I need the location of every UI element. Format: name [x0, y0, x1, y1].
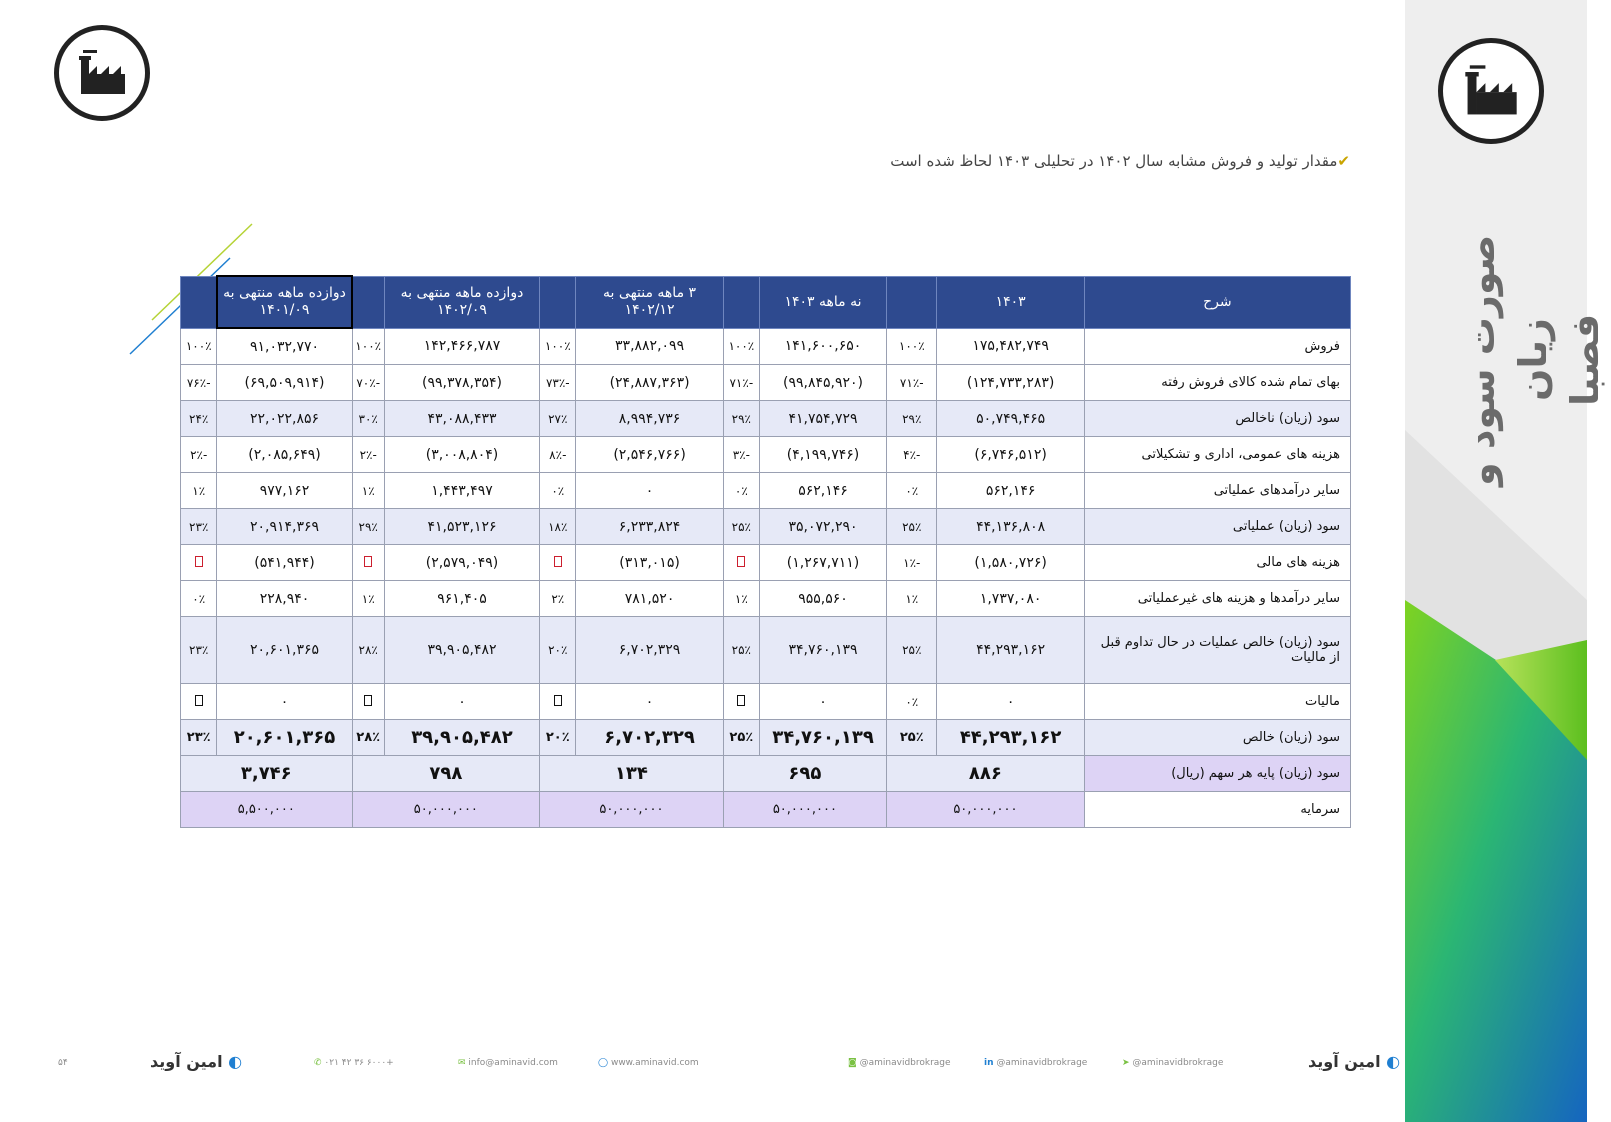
- cell-value: (۹۹,۸۴۵,۹۲۰): [759, 365, 886, 401]
- cell-pct: ۲۷٪: [540, 401, 576, 437]
- table-row: [181, 684, 1351, 720]
- cell-pct: ۲۸٪: [352, 720, 384, 756]
- row-label: فروش: [1084, 328, 1350, 365]
- header-pct: [540, 276, 576, 328]
- cell-pct: ۱۰۰٪: [352, 328, 384, 365]
- phone-icon: ✆: [314, 1058, 322, 1068]
- cell-value: ۴۱,۷۵۴,۷۲۹: [759, 401, 886, 437]
- cell-value: ۵۰,۷۴۹,۴۶۵: [937, 401, 1084, 437]
- row-label: مالیات: [1084, 684, 1350, 720]
- row-label: سود (زیان) عملیاتی: [1084, 509, 1350, 545]
- row-label: سایر درآمدهای عملیاتی: [1084, 473, 1350, 509]
- cell-value: ۴۴,۲۹۳,۱۶۲: [937, 720, 1084, 756]
- cell-value: ۵۰,۰۰۰,۰۰۰: [723, 792, 886, 828]
- factory-icon: [1443, 43, 1539, 139]
- title-line1: صورت سود و زیان: [1459, 234, 1555, 486]
- brand-logo-icon: ◐: [1386, 1052, 1401, 1071]
- cell-pct-missing: [723, 545, 759, 581]
- table-row: [181, 581, 1351, 617]
- cell-pct: ۱۰۰٪: [181, 328, 217, 365]
- header-3m-1402: ۳ ماهه منتهی به ۱۴۰۲/۱۲: [576, 276, 723, 328]
- cell-pct: ۱٪: [723, 581, 759, 617]
- company-logo-right: [1438, 38, 1544, 144]
- row-label: بهای تمام شده کالای فروش رفته: [1084, 365, 1350, 401]
- cell-value: (۵۴۱,۹۴۴): [217, 545, 352, 581]
- cell-pct: ۰٪: [723, 473, 759, 509]
- cell-value: ۸,۹۹۴,۷۳۶: [576, 401, 723, 437]
- cell-value: ۵۰,۰۰۰,۰۰۰: [540, 792, 724, 828]
- cell-value: (۶,۷۴۶,۵۱۲): [937, 437, 1084, 473]
- cell-value: ۵۰,۰۰۰,۰۰۰: [352, 792, 540, 828]
- cell-value: ۱۴۱,۶۰۰,۶۵۰: [759, 328, 886, 365]
- brand-name: امین آوید: [150, 1052, 223, 1071]
- cell-value: (۱۲۴,۷۳۳,۲۸۳): [937, 365, 1084, 401]
- table-row: [181, 509, 1351, 545]
- cell-pct: ۲۵٪: [723, 720, 759, 756]
- cell-value: ۲۲۸,۹۴۰: [217, 581, 352, 617]
- table-row: [181, 545, 1351, 581]
- cell-value: ۶۹۵: [723, 756, 886, 792]
- row-label: سود (زیان) پایه هر سهم (ریال): [1084, 756, 1350, 792]
- missing-glyph-icon: [554, 556, 562, 567]
- cell-value: (۹۹,۳۷۸,۳۵۴): [384, 365, 539, 401]
- cell-pct: ۱٪: [352, 473, 384, 509]
- table-row: [181, 617, 1351, 684]
- cell-value: ۳۵,۰۷۲,۲۹۰: [759, 509, 886, 545]
- cell-pct: ۱۰۰٪: [723, 328, 759, 365]
- cell-pct: -۷۰٪: [352, 365, 384, 401]
- cell-pct-missing: [540, 684, 576, 720]
- mouse-icon: ◯: [598, 1058, 609, 1068]
- missing-glyph-icon: [364, 556, 372, 567]
- website-contact[interactable]: [598, 1058, 699, 1068]
- cell-value: ۶,۷۰۲,۳۲۹: [576, 617, 723, 684]
- cell-value: ۴۴,۲۹۳,۱۶۲: [937, 617, 1084, 684]
- header-description: شرح: [1084, 276, 1350, 328]
- cell-value: ۱۳۴: [540, 756, 724, 792]
- cell-pct: ۰٪: [540, 473, 576, 509]
- cell-value: ۶,۷۰۲,۳۲۹: [576, 720, 723, 756]
- cell-pct: -۲٪: [352, 437, 384, 473]
- cell-pct-missing: [181, 684, 217, 720]
- cell-value: ۳۳,۸۸۲,۰۹۹: [576, 328, 723, 365]
- cell-pct: -۴٪: [887, 437, 937, 473]
- page-number: ۵۴: [58, 1058, 68, 1068]
- cell-value: ۰: [217, 684, 352, 720]
- cell-pct: ۱٪: [181, 473, 217, 509]
- cell-pct: ۲٪: [540, 581, 576, 617]
- instagram-text: @aminavidbrokrage: [859, 1058, 951, 1068]
- cell-value: ۱,۷۳۷,۰۸۰: [937, 581, 1084, 617]
- cell-pct: -۷۳٪: [540, 365, 576, 401]
- cell-value: (۲,۰۸۵,۶۴۹): [217, 437, 352, 473]
- header-pct: [181, 276, 217, 328]
- cell-value: ۱۷۵,۴۸۲,۷۴۹: [937, 328, 1084, 365]
- telegram-icon: ➤: [1122, 1058, 1130, 1068]
- cell-value: ۴۱,۵۲۳,۱۲۶: [384, 509, 539, 545]
- cell-pct: ۲۳٪: [181, 509, 217, 545]
- brand-name-right: امین آوید: [1308, 1052, 1381, 1071]
- cell-value: (۱,۲۶۷,۷۱۱): [759, 545, 886, 581]
- missing-glyph-icon: [364, 695, 372, 706]
- missing-glyph-icon: [195, 556, 203, 567]
- row-label: سود (زیان) خالص عملیات در حال تداوم قبل از مالیات: [1084, 617, 1350, 684]
- row-label: سود (زیان) خالص: [1084, 720, 1350, 756]
- cell-value: ۳۹,۹۰۵,۴۸۲: [384, 617, 539, 684]
- cell-pct: ۱۰۰٪: [887, 328, 937, 365]
- brand-logo-right: [1308, 1052, 1400, 1071]
- cell-pct-missing: [352, 545, 384, 581]
- row-label: هزینه های مالی: [1084, 545, 1350, 581]
- linkedin-contact[interactable]: [984, 1058, 1087, 1068]
- cell-value: (۲,۵۷۹,۰۴۹): [384, 545, 539, 581]
- header-1403: ۱۴۰۳: [937, 276, 1084, 328]
- check-icon: ✔: [1337, 152, 1350, 170]
- cell-pct: ۲۵٪: [723, 509, 759, 545]
- missing-glyph-icon: [195, 695, 203, 706]
- email-text: info@aminavid.com: [468, 1058, 558, 1068]
- cell-value: ۶,۲۳۳,۸۲۴: [576, 509, 723, 545]
- cell-pct-missing: [723, 684, 759, 720]
- page-title: [1455, 215, 1607, 505]
- cell-pct: ۲۵٪: [723, 617, 759, 684]
- cell-pct: ۲۴٪: [181, 401, 217, 437]
- cell-pct-missing: [352, 684, 384, 720]
- cell-pct: ۰٪: [887, 473, 937, 509]
- row-label: هزینه های عمومی، اداری و تشکیلاتی: [1084, 437, 1350, 473]
- cell-value: (۲,۵۴۶,۷۶۶): [576, 437, 723, 473]
- row-label: سایر درآمدها و هزینه های غیرعملیاتی: [1084, 581, 1350, 617]
- cell-value: (۲۴,۸۸۷,۳۶۳): [576, 365, 723, 401]
- header-pct: [887, 276, 937, 328]
- cell-pct: -۷۶٪: [181, 365, 217, 401]
- cell-pct: ۲۵٪: [887, 617, 937, 684]
- phone-text: ۰۲۱ ۴۲ ۳۶ ۶۰۰۰+: [324, 1058, 394, 1068]
- cell-pct: -۷۱٪: [723, 365, 759, 401]
- cell-pct: ۲۹٪: [723, 401, 759, 437]
- cell-value: ۷۹۸: [352, 756, 540, 792]
- table-row: [181, 365, 1351, 401]
- telegram-contact[interactable]: [1122, 1058, 1223, 1068]
- cell-value: ۰: [937, 684, 1084, 720]
- cell-pct: ۲۳٪: [181, 720, 217, 756]
- linkedin-icon: in: [984, 1058, 994, 1068]
- cell-value: ۰: [384, 684, 539, 720]
- cell-value: ۳,۷۴۶: [181, 756, 353, 792]
- cell-pct: -۱٪: [887, 545, 937, 581]
- cell-pct: -۷۱٪: [887, 365, 937, 401]
- cell-value: ۵۶۲,۱۴۶: [937, 473, 1084, 509]
- cell-value: ۲۰,۹۱۴,۳۶۹: [217, 509, 352, 545]
- phone-contact[interactable]: [314, 1058, 394, 1068]
- header-12m-1401: دوازده ماهه منتهی به ۱۴۰۱/۰۹: [217, 276, 352, 328]
- sidebar: [1405, 0, 1587, 1122]
- telegram-text: @aminavidbrokrage: [1132, 1058, 1224, 1068]
- table-row: [181, 437, 1351, 473]
- cell-pct: ۱۸٪: [540, 509, 576, 545]
- cell-pct: ۲۵٪: [887, 720, 937, 756]
- cell-pct: ۲۰٪: [540, 617, 576, 684]
- cell-pct: -۸٪: [540, 437, 576, 473]
- cell-pct: -۲٪: [181, 437, 217, 473]
- row-label: سرمایه: [1084, 792, 1350, 828]
- website-text: www.aminavid.com: [610, 1058, 699, 1068]
- cell-pct: ۲۳٪: [181, 617, 217, 684]
- note-text: مقدار تولید و فروش مشابه سال ۱۴۰۲ در تحلیلی ۱۴۰۳ لحاظ شده است: [890, 152, 1338, 170]
- cell-value: ۸۸۶: [887, 756, 1085, 792]
- cell-value: ۴۳,۰۸۸,۴۳۳: [384, 401, 539, 437]
- factory-icon: [59, 30, 145, 116]
- cell-value: ۱,۴۴۳,۴۹۷: [384, 473, 539, 509]
- cell-value: (۳۱۳,۰۱۵): [576, 545, 723, 581]
- cell-pct: ۱٪: [887, 581, 937, 617]
- header-pct: [723, 276, 759, 328]
- cell-value: (۳,۰۰۸,۸۰۴): [384, 437, 539, 473]
- cell-value: (۱,۵۸۰,۷۲۶): [937, 545, 1084, 581]
- cell-value: ۴۴,۱۳۶,۸۰۸: [937, 509, 1084, 545]
- missing-glyph-icon: [554, 695, 562, 706]
- cell-pct-missing: [540, 545, 576, 581]
- brand-logo: [150, 1052, 242, 1071]
- sidebar-decoration: [1405, 0, 1587, 1122]
- cell-value: (۶۹,۵۰۹,۹۱۴): [217, 365, 352, 401]
- cell-value: ۹۶۱,۴۰۵: [384, 581, 539, 617]
- cell-pct: ۲۹٪: [352, 509, 384, 545]
- cell-value: ۰: [576, 473, 723, 509]
- cell-value: ۹۷۷,۱۶۲: [217, 473, 352, 509]
- cell-value: ۲۰,۶۰۱,۳۶۵: [217, 617, 352, 684]
- cell-value: ۰: [759, 684, 886, 720]
- table-row: [181, 720, 1351, 756]
- instagram-icon: ◙: [848, 1058, 857, 1068]
- cell-value: ۵,۵۰۰,۰۰۰: [181, 792, 353, 828]
- linkedin-text: @aminavidbrokrage: [996, 1058, 1088, 1068]
- cell-pct: ۲۵٪: [887, 509, 937, 545]
- cell-value: ۳۹,۹۰۵,۴۸۲: [384, 720, 539, 756]
- header-12m-1402: دوازده ماهه منتهی به ۱۴۰۲/۰۹: [384, 276, 539, 328]
- cell-value: ۵۶۲,۱۴۶: [759, 473, 886, 509]
- cell-value: ۲۲,۰۲۲,۸۵۶: [217, 401, 352, 437]
- table-row: [181, 473, 1351, 509]
- table-row: [181, 328, 1351, 365]
- income-statement-table: [180, 275, 1351, 828]
- company-logo-left: [54, 25, 150, 121]
- cell-pct: ۲۸٪: [352, 617, 384, 684]
- email-contact[interactable]: [458, 1058, 558, 1068]
- cell-pct: ۰٪: [887, 684, 937, 720]
- cell-pct: ۲۰٪: [540, 720, 576, 756]
- instagram-contact[interactable]: [848, 1058, 951, 1068]
- table-row: [181, 756, 1351, 792]
- cell-value: ۵۰,۰۰۰,۰۰۰: [887, 792, 1085, 828]
- cell-pct: ۱۰۰٪: [540, 328, 576, 365]
- cell-value: ۱۴۲,۴۶۶,۷۸۷: [384, 328, 539, 365]
- row-label: سود (زیان) ناخالص: [1084, 401, 1350, 437]
- cell-value: ۷۸۱,۵۲۰: [576, 581, 723, 617]
- header-pct: [352, 276, 384, 328]
- cell-pct: ۲۹٪: [887, 401, 937, 437]
- missing-glyph-icon: [737, 556, 745, 567]
- brand-logo-icon: ◐: [228, 1052, 243, 1071]
- header-9m-1403: نه ماهه ۱۴۰۳: [759, 276, 886, 328]
- cell-value: ۳۴,۷۶۰,۱۳۹: [759, 720, 886, 756]
- cell-pct: ۳۰٪: [352, 401, 384, 437]
- cell-pct-missing: [181, 545, 217, 581]
- table-header-row: [181, 276, 1351, 328]
- cell-value: ۰: [576, 684, 723, 720]
- table-row: [181, 792, 1351, 828]
- cell-value: (۴,۱۹۹,۷۴۶): [759, 437, 886, 473]
- cell-pct: ۱٪: [352, 581, 384, 617]
- cell-value: ۳۴,۷۶۰,۱۳۹: [759, 617, 886, 684]
- cell-value: ۹۵۵,۵۶۰: [759, 581, 886, 617]
- cell-pct: ۰٪: [181, 581, 217, 617]
- missing-glyph-icon: [737, 695, 745, 706]
- note: [880, 152, 1350, 170]
- footer: [0, 1048, 1405, 1078]
- cell-value: ۲۰,۶۰۱,۳۶۵: [217, 720, 352, 756]
- cell-value: ۹۱,۰۳۲,۷۷۰: [217, 328, 352, 365]
- table-row: [181, 401, 1351, 437]
- mail-icon: ✉: [458, 1058, 466, 1068]
- title-line2: فصبا: [1563, 313, 1607, 407]
- cell-pct: -۳٪: [723, 437, 759, 473]
